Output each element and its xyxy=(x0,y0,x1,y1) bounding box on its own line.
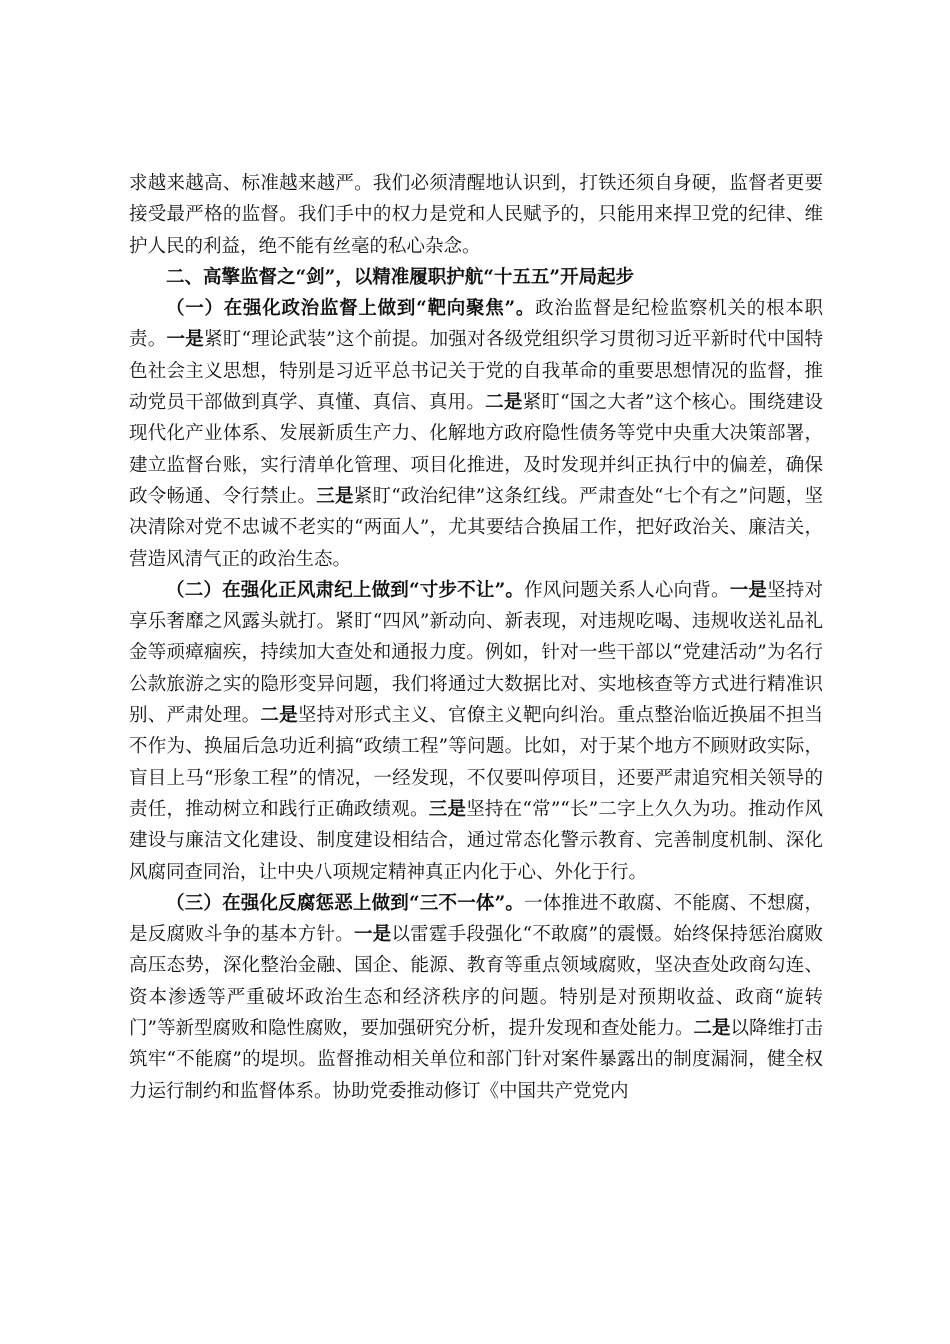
bold-run: 二是 xyxy=(693,1018,731,1040)
bold-run: （一）在强化政治监督上做到“靶向聚焦”。 xyxy=(166,298,536,320)
bold-run: 一是 xyxy=(729,579,768,601)
text-run: 作风问题关系人心向背。 xyxy=(524,579,730,601)
text-run: 坚持在“常”“长”二字上久久为功。推动作风建设与廉洁文化建设、制度建设相结合，通过常态化警示教育、完善制度机制、深化风腐同查同治，让中央八项规定精神真正内化于心、外化于行。 xyxy=(129,798,823,883)
bold-run: 二、高擎监督之“剑”，以精准履职护航“十五五”开局起步 xyxy=(166,266,635,288)
paragraph-anti-corruption xyxy=(129,888,823,1107)
text-run: 以降维打击筑牢“不能腐”的堤坝。监督推动相关单位和部门针对案件暴露出的制度漏洞，健全权力运行制约和监督体系。协助党委推动修订《中国共产党党内 xyxy=(129,1018,823,1102)
paragraph-political-supervision xyxy=(129,293,823,575)
paragraph-work-style xyxy=(129,575,823,888)
bold-run: 一是 xyxy=(353,924,392,946)
text-run: 坚持对享乐奢靡之风露头就打。紧盯“四风”新动向、新表现，对违规吃喝、违规收送礼品礼金等顽瘴痼疾，持续加大查处和通报力度。例如，针对一些干部以“党建活动”为名行公款旅游之实的隐形变异问题，我们将通过大数据比对、实地核查等方式进行精准识别、严肃处理。 xyxy=(129,579,823,727)
text-run: 政治监督是纪检监察机关的根本职责。 xyxy=(129,298,823,351)
bold-run: （二）在强化正风肃纪上做到“寸步不让”。 xyxy=(166,579,525,601)
bold-run: 一是 xyxy=(166,329,204,351)
text-run: 紧盯“理论武装”这个前提。加强对各级党组织学习贯彻习近平新时代中国特色社会主义思想，特别是习近平总书记关于党的自我革命的重要思想情况的监督，推动党员干部做到真学、真懂、真信、真用。 xyxy=(129,329,823,414)
text-run: 紧盯“政治纪律”这条红线。严肃查处“七个有之”问题，坚决清除对党不忠诚不老实的“两面人”，尤其要结合换届工作，把好政治关、廉洁关，营造风清气正的政治生态。 xyxy=(129,485,823,570)
bold-run: 二是 xyxy=(485,392,523,414)
document-page xyxy=(129,168,823,1107)
bold-run: （三）在强化反腐惩恶上做到“三不一体”。 xyxy=(166,892,525,914)
text-run: 求越来越高、标准越来越严。我们必须清醒地认识到，打铁还须自身硬，监督者更要接受最严格的监督。我们手中的权力是党和人民赋予的，只能用来捍卫党的纪律、维护人民的利益，绝不能有丝毫的私心杂念。 xyxy=(129,173,823,257)
bold-run: 三是 xyxy=(428,798,467,820)
text-run: 一体推进不敢腐、不能腐、不想腐，是反腐败斗争的基本方针。 xyxy=(129,892,823,946)
paragraph-continuation xyxy=(129,168,823,262)
bold-run: 三是 xyxy=(316,485,354,507)
text-run: 紧盯“国之大者”这个核心。围绕建设现代化产业体系、发展新质生产力、化解地方政府隐性债务等党中央重大决策部署，建立监督台账，实行清单化管理、项目化推进，及时发现并纠正执行中的偏差，确保政令畅通、令行禁止。 xyxy=(129,392,823,507)
bold-run: 二是 xyxy=(260,705,298,727)
section-heading xyxy=(129,262,823,293)
text-run: 以雷霆手段强化“不敢腐”的震慑。始终保持惩治腐败高压态势，深化整治金融、国企、能源、教育等重点领域腐败，坚决查处政商勾连、资本渗透等严重破坏政治生态和经济秩序的问题。特别是对预期收益、政商“旋转门”等新型腐败和隐性腐败，要加强研究分析，提升发现和查处能力。 xyxy=(129,924,823,1040)
text-run: 坚持对形式主义、官僚主义靶向纠治。重点整治临近换届不担当不作为、换届后急功近利搞“政绩工程”等问题。比如，对于某个地方不顾财政实际，盲目上马“形象工程”的情况，一经发现，不仅要叫停项目，还要严肃追究相关领导的责任，推动树立和践行正确政绩观。 xyxy=(129,705,823,820)
